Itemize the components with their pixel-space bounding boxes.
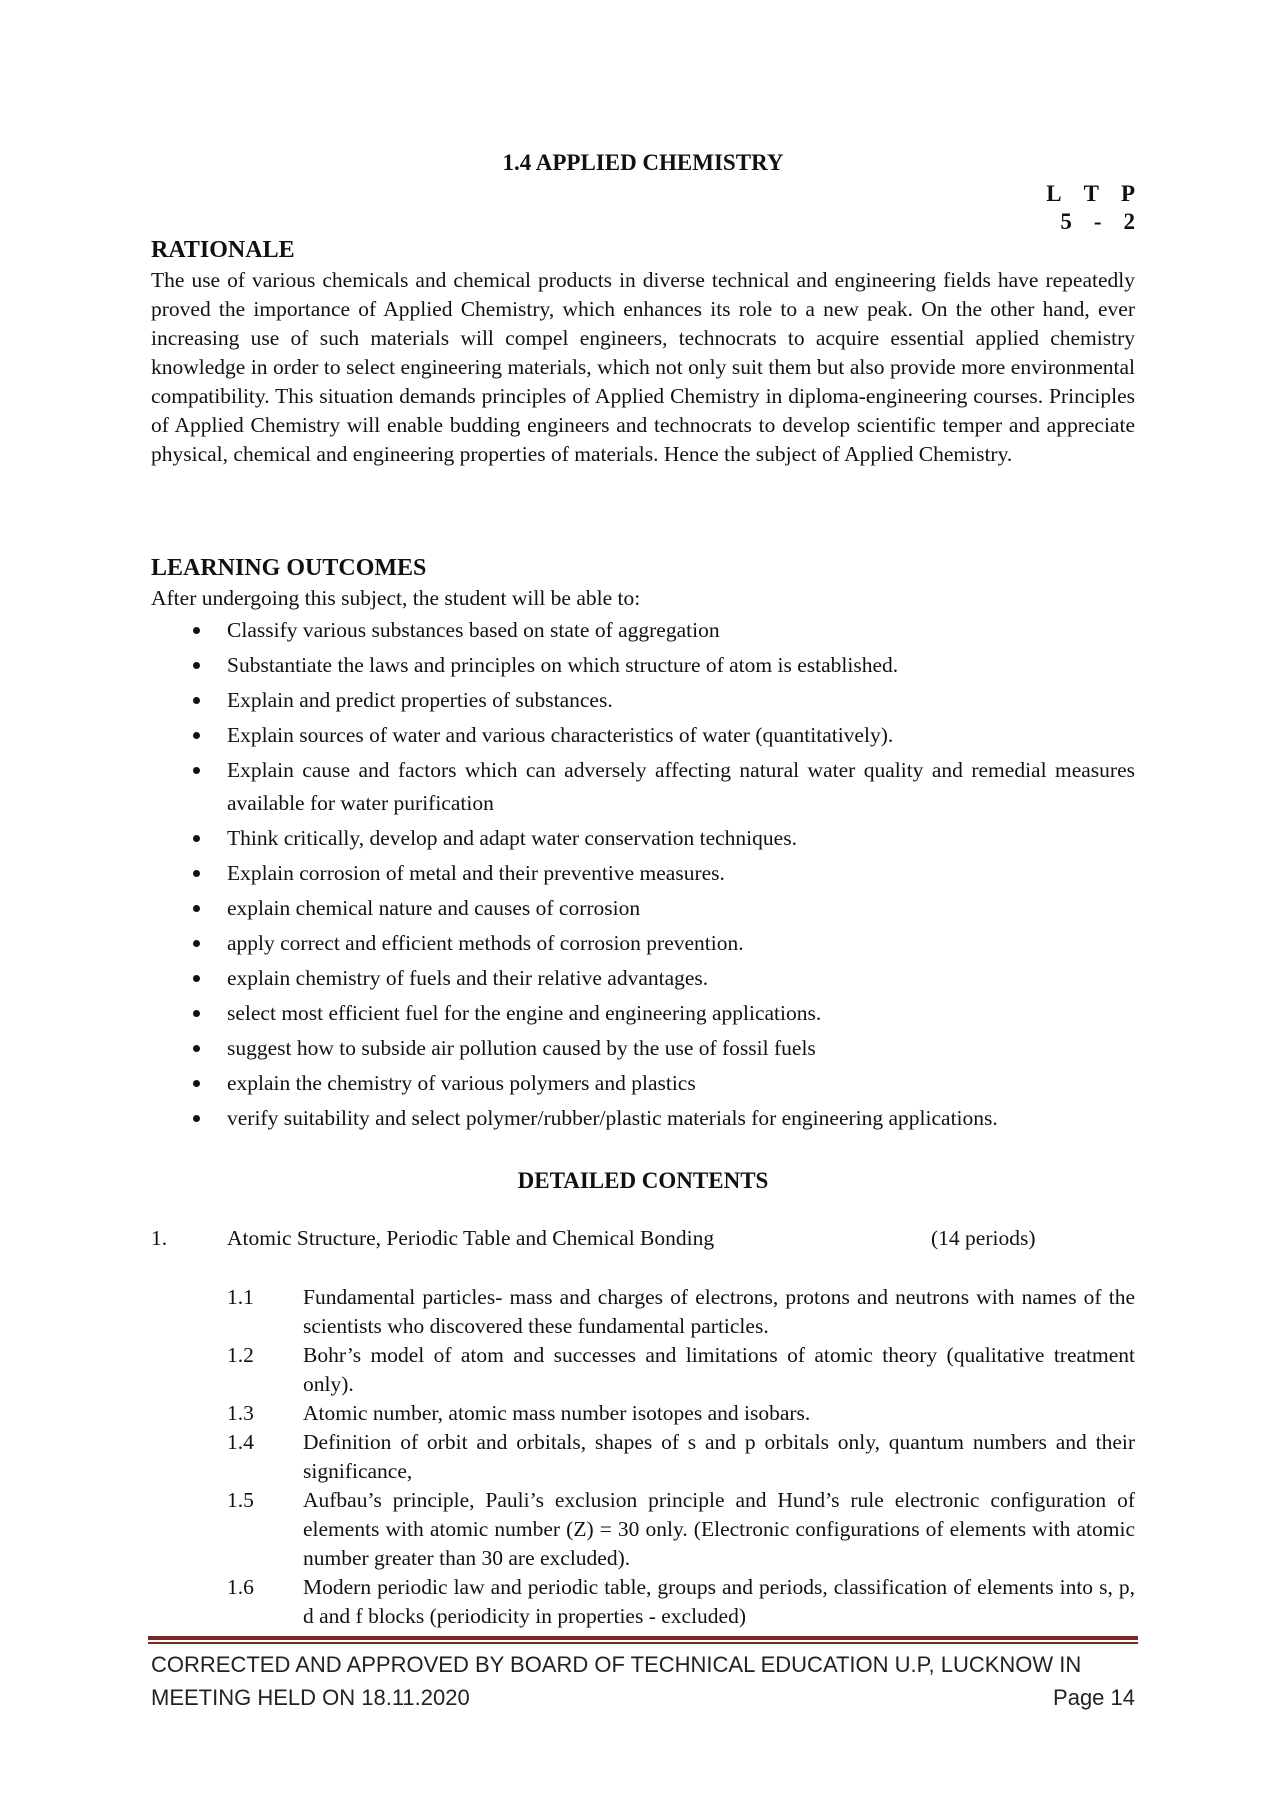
topic-number: 1.1: [227, 1285, 254, 1309]
bullet-icon: [193, 975, 200, 982]
topic-item: [151, 1341, 1135, 1399]
topic-number: 1.6: [227, 1575, 254, 1599]
list-item: Explain and predict properties of substances.: [151, 684, 1135, 717]
topic-item: [151, 1486, 1135, 1573]
footer-meeting-line: MEETING HELD ON 18.11.2020: [151, 1685, 470, 1710]
topic-text: Aufbau’s principle, Pauli’s exclusion principle and Hund’s rule electronic configuration of elements with atomic number (Z) = 30 only. (Electronic configurations of elements with atomic number greater than 30 are excluded).: [303, 1488, 1135, 1570]
topic-item: [151, 1283, 1135, 1341]
ltp-values: [1015, 208, 1135, 236]
ltp-labels: [1015, 180, 1135, 208]
footer-divider: [148, 1636, 1138, 1640]
topic-item: [151, 1428, 1135, 1486]
unit-periods: (14 periods): [931, 1226, 1036, 1250]
topic-number: 1.3: [227, 1401, 254, 1425]
ltp-table: [1015, 180, 1135, 236]
list-item: explain the chemistry of various polymers and plastics: [151, 1067, 1135, 1100]
bullet-icon: [193, 870, 200, 877]
bullet-icon: [193, 940, 200, 947]
topic-number: 1.4: [227, 1430, 254, 1454]
ltp-label: L: [1046, 181, 1062, 206]
document-page: [151, 0, 1135, 1801]
topic-text: Definition of orbit and orbitals, shapes of s and p orbitals only, quantum numbers and their significance,: [303, 1430, 1135, 1483]
rationale-text: The use of various chemicals and chemical products in diverse technical and engineering fields have repeatedly proved the importance of Applied Chemistry, which enhances its role to a new peak. On the other hand, ever increasing use of such materials will compel engineers, technocrats to acquire essential applied chemistry knowledge in order to select engineering materials, which not only suit them but also provide more environmental compatibility. This situation demands principles of Applied Chemistry in diploma-engineering courses. Principles of Applied Chemistry will enable budding engineers and technocrats to develop scientific temper and appreciate physical, chemical and engineering properties of materials. Hence the subject of Applied Chemistry.: [151, 268, 1135, 466]
bullet-icon: [193, 1115, 200, 1122]
outcomes-heading: LEARNING OUTCOMES: [151, 555, 427, 581]
list-item: explain chemistry of fuels and their relative advantages.: [151, 962, 1135, 995]
ltp-label: T: [1083, 181, 1099, 206]
list-item: select most efficient fuel for the engine and engineering applications.: [151, 997, 1135, 1030]
ltp-value: -: [1093, 209, 1102, 234]
page-number: Page 14: [1053, 1685, 1135, 1710]
detailed-contents-heading: DETAILED CONTENTS: [517, 1168, 769, 1193]
footer-approval-line: CORRECTED AND APPROVED BY BOARD OF TECHNICAL EDUCATION U.P, LUCKNOW IN: [151, 1652, 1082, 1677]
list-item: Explain cause and factors which can adversely affecting natural water quality and remedial measures available for water purification: [151, 754, 1135, 820]
unit-number: 1.: [151, 1226, 168, 1250]
topic-number: 1.2: [227, 1343, 254, 1367]
ltp-label: P: [1120, 181, 1135, 206]
topic-list: [151, 1283, 1135, 1631]
bullet-icon: [193, 1080, 200, 1087]
bullet-icon: [193, 1010, 200, 1017]
topic-text: Atomic number, atomic mass number isotopes and isobars.: [303, 1401, 811, 1425]
footer-divider: [148, 1642, 1138, 1644]
page-title: 1.4 APPLIED CHEMISTRY: [502, 150, 784, 175]
list-item: Explain sources of water and various characteristics of water (quantitatively).: [151, 719, 1135, 752]
list-item: Think critically, develop and adapt water conservation techniques.: [151, 822, 1135, 855]
bullet-icon: [193, 697, 200, 704]
list-item: verify suitability and select polymer/rubber/plastic materials for engineering applications.: [151, 1102, 1135, 1135]
bullet-icon: [193, 905, 200, 912]
list-item: apply correct and efficient methods of corrosion prevention.: [151, 927, 1135, 960]
outcomes-list: [151, 614, 1135, 1137]
bullet-icon: [193, 732, 200, 739]
ltp-value: 2: [1123, 209, 1135, 234]
list-item: explain chemical nature and causes of corrosion: [151, 892, 1135, 925]
topic-text: Fundamental particles- mass and charges of electrons, protons and neutrons with names of the scientists who discovered these fundamental particles.: [303, 1285, 1135, 1338]
list-item: Explain corrosion of metal and their preventive measures.: [151, 857, 1135, 890]
list-item: Substantiate the laws and principles on which structure of atom is established.: [151, 649, 1135, 682]
topic-text: Modern periodic law and periodic table, groups and periods, classification of elements into s, p, d and f blocks (periodicity in properties - excluded): [303, 1575, 1135, 1628]
list-item: Classify various substances based on state of aggregation: [151, 614, 1135, 647]
topic-item: [151, 1573, 1135, 1631]
bullet-icon: [193, 1045, 200, 1052]
topic-text: Bohr’s model of atom and successes and limitations of atomic theory (qualitative treatment only).: [303, 1343, 1135, 1396]
bullet-icon: [193, 835, 200, 842]
topic-number: 1.5: [227, 1488, 254, 1512]
footer-second-row: [151, 1681, 1135, 1714]
outcomes-intro: After undergoing this subject, the student will be able to:: [151, 586, 641, 610]
list-item: suggest how to subside air pollution caused by the use of fossil fuels: [151, 1032, 1135, 1065]
bullet-icon: [193, 627, 200, 634]
bullet-icon: [193, 662, 200, 669]
ltp-value: 5: [1060, 209, 1072, 234]
unit-name: Atomic Structure, Periodic Table and Chemical Bonding: [227, 1226, 715, 1250]
bullet-icon: [193, 767, 200, 774]
page-footer: [151, 1648, 1135, 1714]
topic-item: [151, 1399, 1135, 1428]
rationale-heading: RATIONALE: [151, 237, 295, 263]
